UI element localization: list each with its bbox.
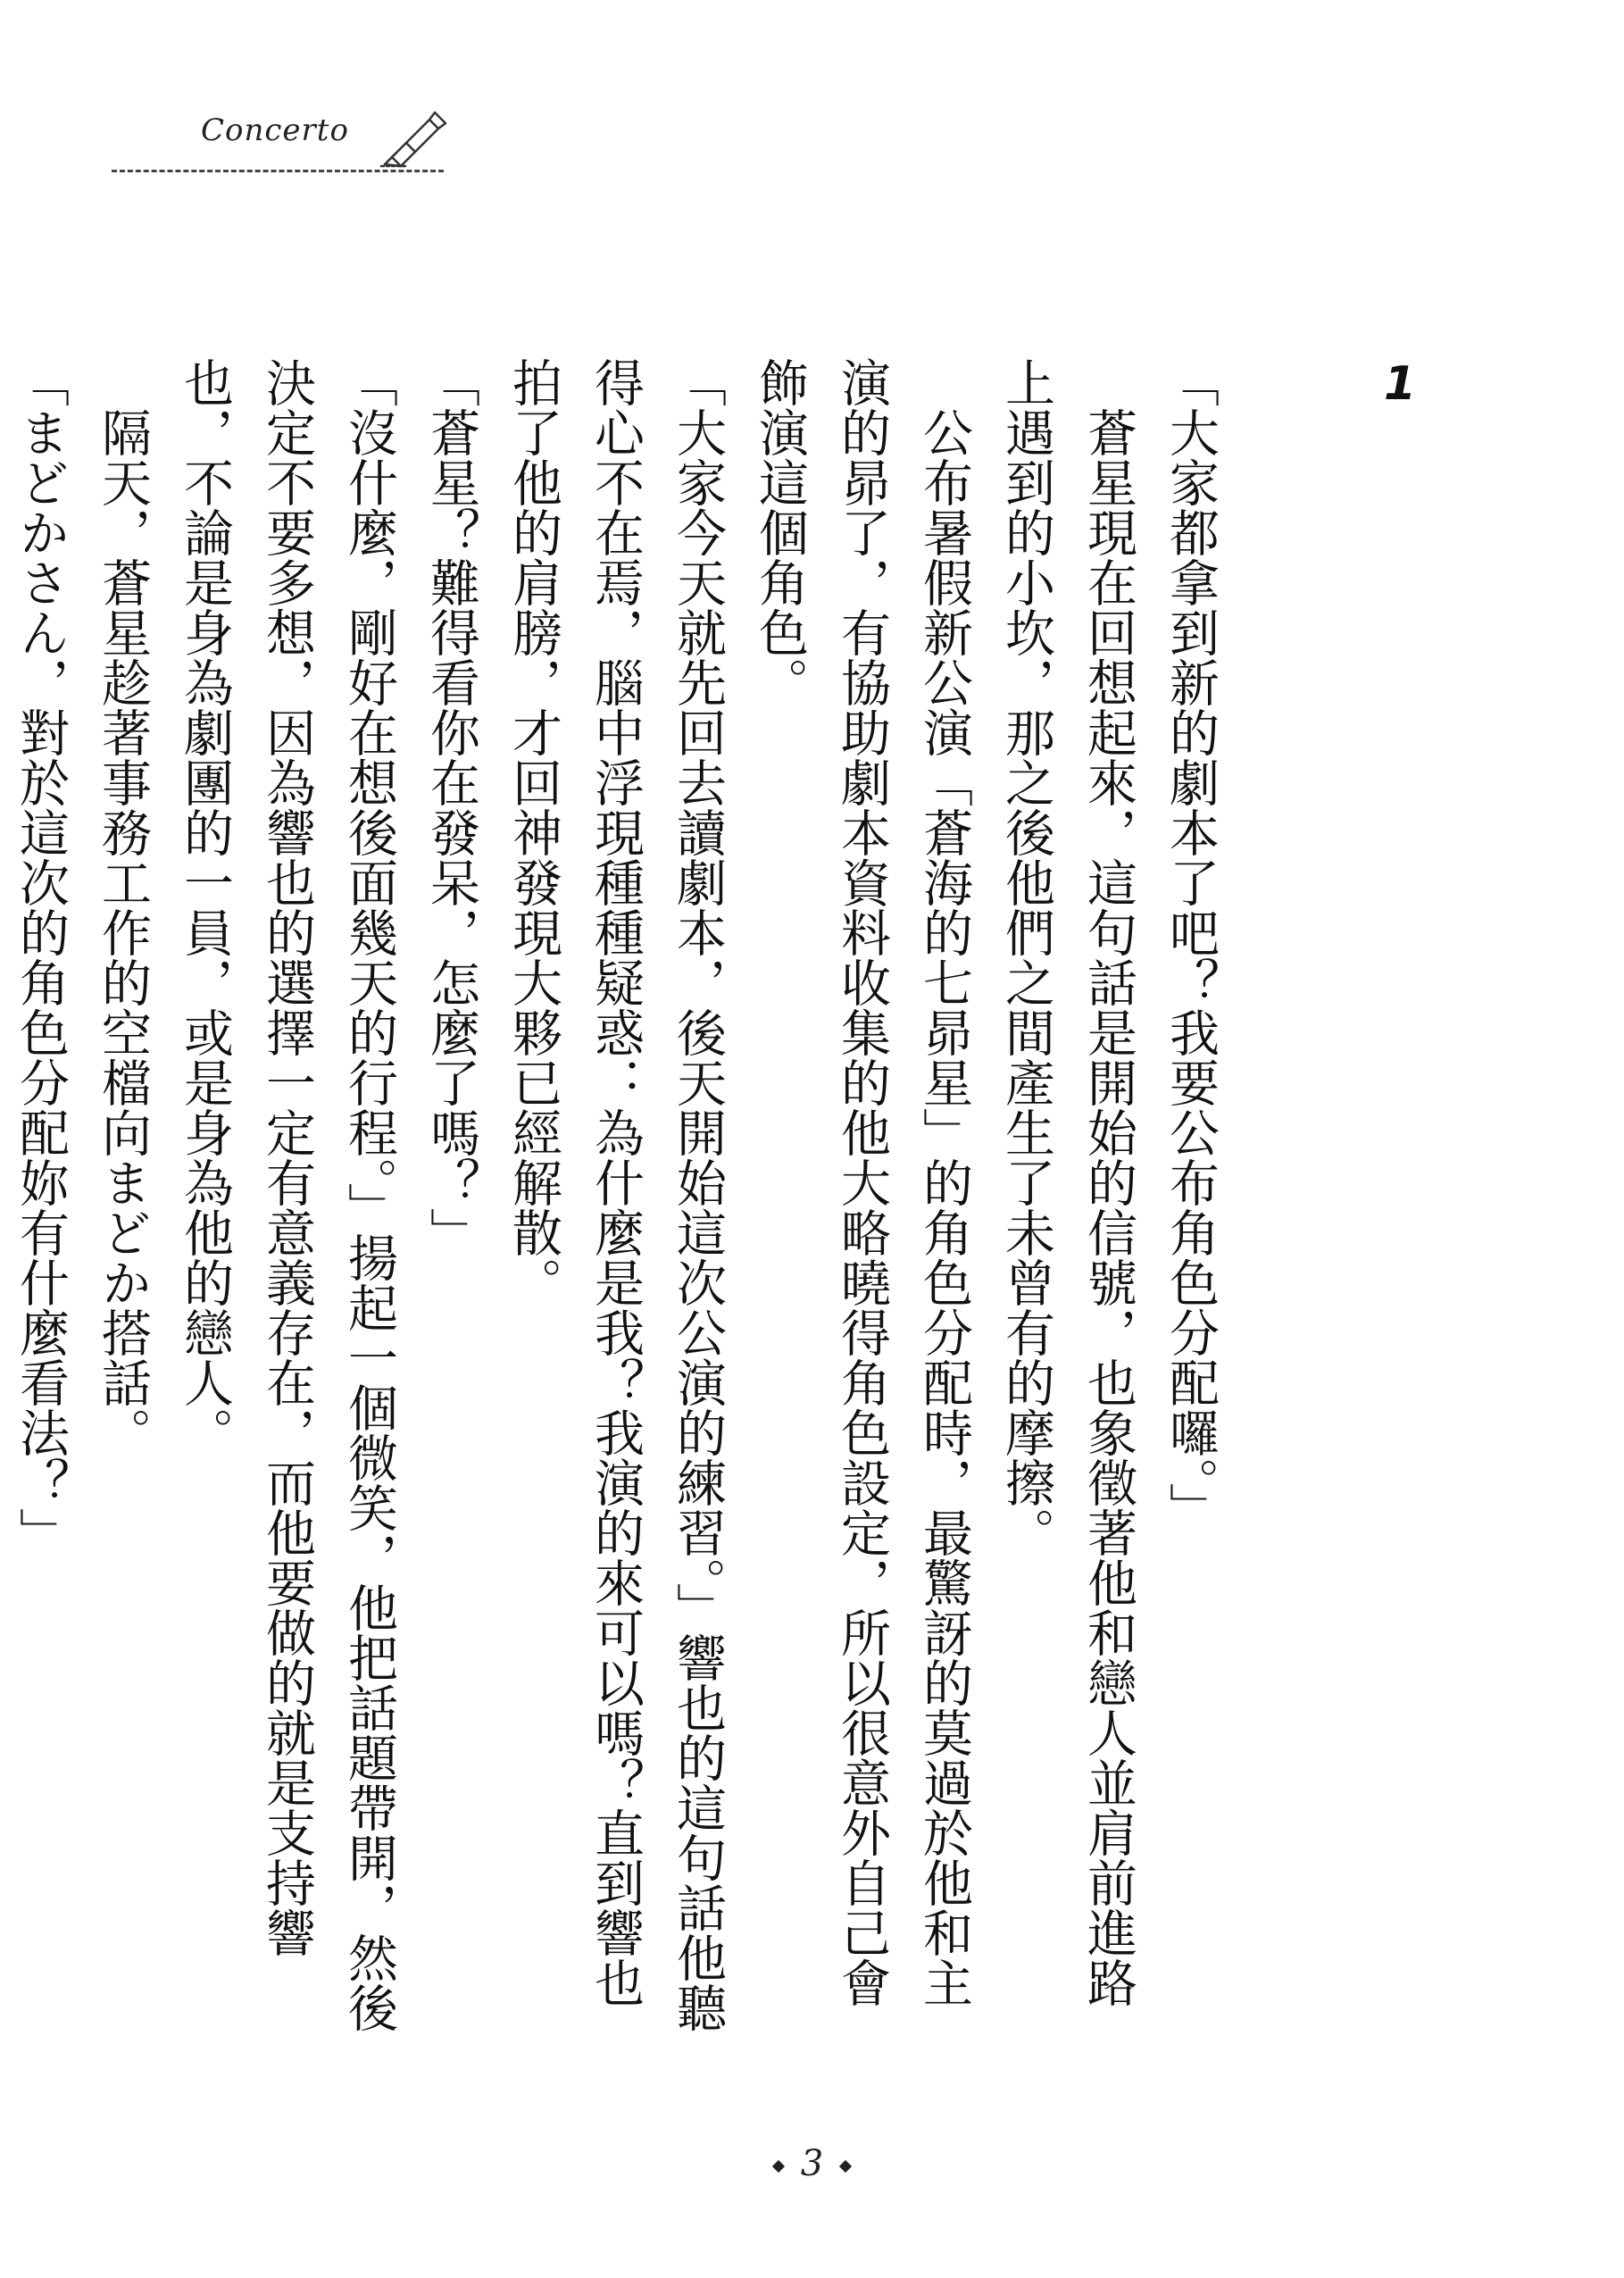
header-dashed-rule <box>112 170 444 172</box>
running-header-title: Concerto <box>201 113 349 148</box>
chapter-number: 1 <box>1384 357 1417 411</box>
paragraph: 公布暑假新公演「蒼海的七昴星」的角色分配時，最驚訝的莫過於他和主演的昴了，有協助劇本資料收集的他大略曉得角色設定，所以很意外自己會飾演這個角色。 <box>751 357 973 2007</box>
paragraph: 「大家都拿到新的劇本了吧？我要公布角色分配囉。」 <box>1162 357 1220 1532</box>
vertical-body-text <box>0 357 1231 2036</box>
page-number: 3 <box>800 2143 824 2184</box>
running-header <box>112 105 451 186</box>
paragraph: 「沒什麼，剛好在想後面幾天的行程。」揚起一個微笑，他把話題帶開，然後決定不要多想，因為響也的選擇一定有意義存在，而他要做的就是支持響也，不論是身為劇團的一員，或是身為他的戀人。 <box>176 357 398 2032</box>
paragraph: 「蒼星？難得看你在發呆，怎麼了嗎？」 <box>422 357 480 1257</box>
footer-diamond-right <box>839 2160 852 2173</box>
page-footer <box>0 2143 1624 2184</box>
footer-diamond-left <box>772 2160 785 2173</box>
paragraph: 蒼星現在回想起來，這句話是開始的信號，也象徵著他和戀人並肩前進路上遇到的小坎，那之後他們之間產生了未曾有的摩擦。 <box>997 357 1137 2007</box>
fountain-pen-icon <box>379 105 451 168</box>
paragraph: 「大家今天就先回去讀劇本，後天開始這次公演的練習。」響也的這句話他聽得心不在焉，腦中浮現種種疑惑：為什麼是我？我演的來可以嗎？直到響也拍了他的肩膀，才回神發現大夥已經解散。 <box>504 357 727 2032</box>
paragraph: 隔天，蒼星趁著事務工作的空檔向まどか搭話。 <box>94 407 152 1457</box>
paragraph: 「まどかさん，對於這次的角色分配妳有什麼看法？」 <box>12 357 70 1557</box>
